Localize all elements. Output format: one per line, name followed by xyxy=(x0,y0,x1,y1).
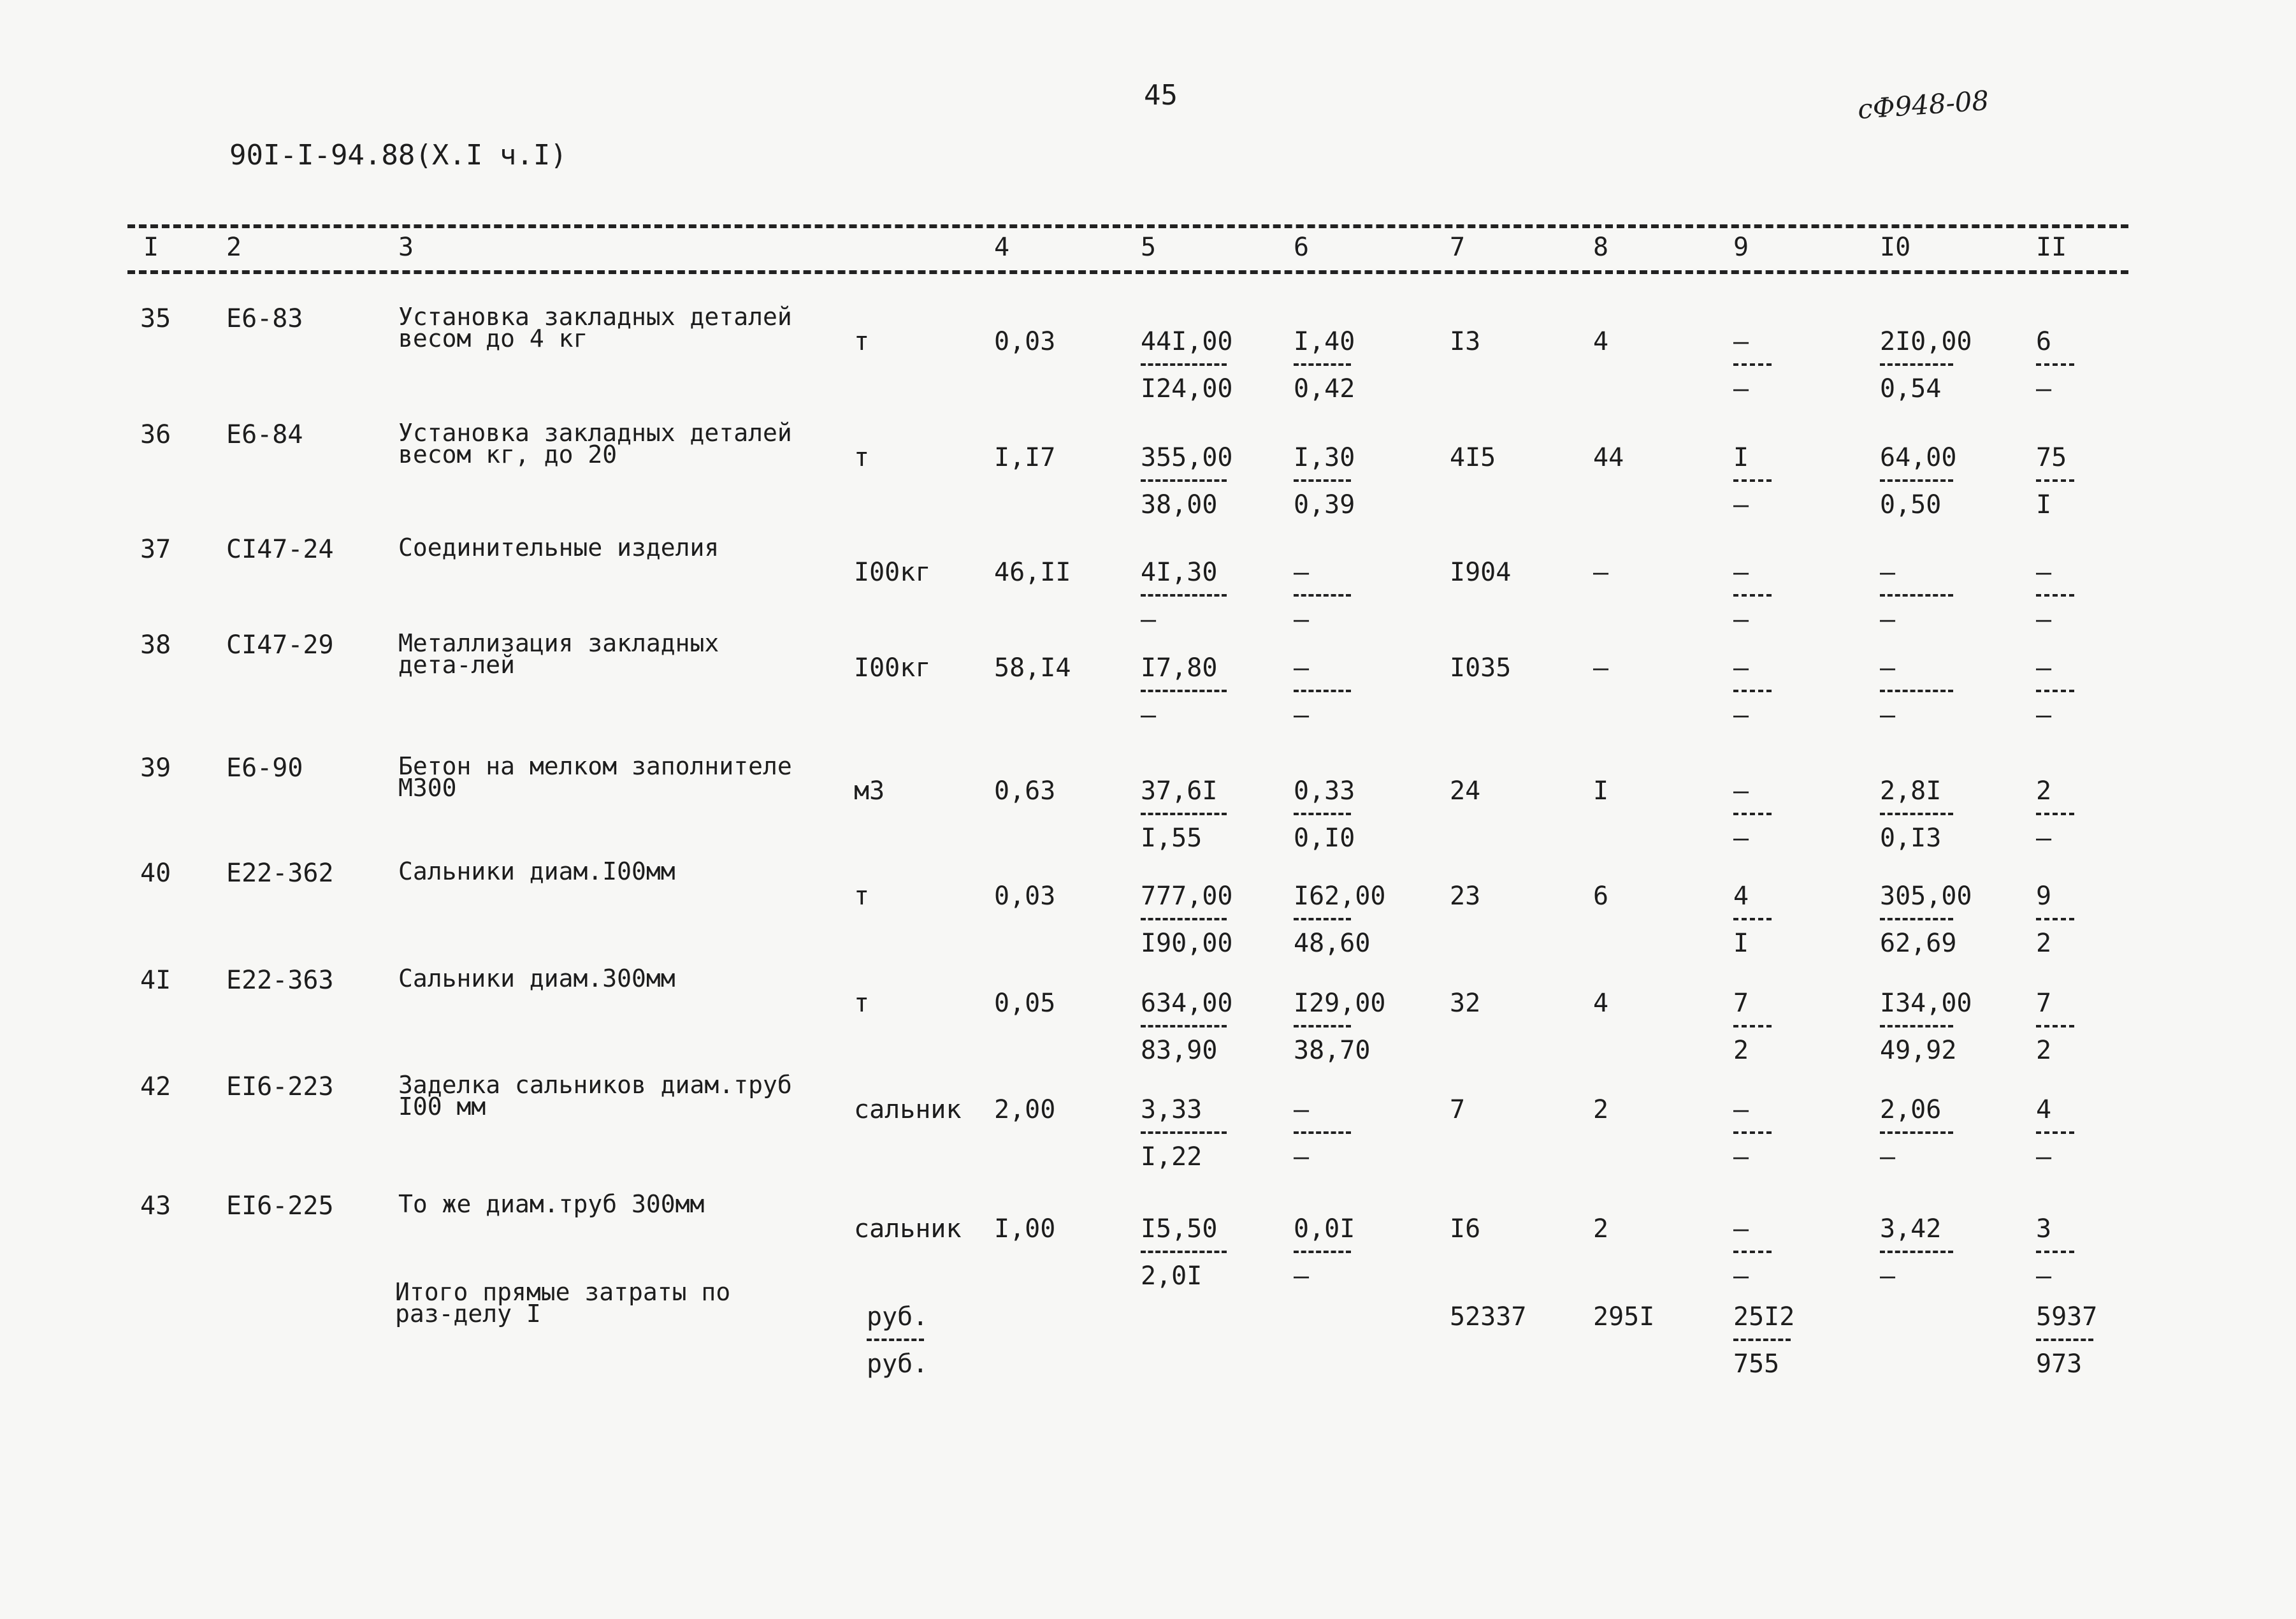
labor-cost-denominator: 38,70 xyxy=(1294,1036,1371,1065)
labor-cost-numerator: I29,00 xyxy=(1294,989,1386,1018)
quantity: I,I7 xyxy=(994,443,1056,472)
fraction-bar xyxy=(1733,1025,1772,1027)
fraction-bar xyxy=(1880,1131,1953,1134)
row-number: 4I xyxy=(140,966,171,995)
work-description: Сальники диам.300мм xyxy=(398,964,675,992)
handwritten-stamp: сФ948-08 xyxy=(1856,84,1990,126)
wages: I xyxy=(1593,776,1609,806)
total-cost: 24 xyxy=(1450,776,1481,806)
fraction-bar xyxy=(1880,813,1953,815)
labor-cost-denominator: – xyxy=(1294,1142,1310,1172)
unit-cost xyxy=(1141,329,1233,402)
machine-cost-denominator: – xyxy=(1733,1142,1749,1172)
machine-cost xyxy=(1733,445,1772,518)
total-cost: 32 xyxy=(1450,989,1481,1018)
quantity: 0,03 xyxy=(994,882,1056,911)
page-number: 45 xyxy=(1144,79,1178,112)
labor-cost-numerator: I62,00 xyxy=(1294,882,1386,911)
unit-cost-denominator: I,22 xyxy=(1141,1142,1202,1172)
fraction-bar xyxy=(1294,594,1351,597)
header-top-rule xyxy=(127,224,2128,228)
labor-hours-unit xyxy=(1880,883,1972,956)
labor-hours-unit-denominator: – xyxy=(1880,701,1896,730)
labor-hours-total-denominator: – xyxy=(2036,605,2052,634)
unit-cost xyxy=(1141,1216,1227,1289)
fraction-bar xyxy=(1294,363,1351,366)
machine-cost-numerator: 7 xyxy=(1733,989,1749,1018)
labor-hours-unit xyxy=(1880,778,1953,851)
row-number: 39 xyxy=(140,753,171,783)
unit-of-measure: сальник xyxy=(854,1214,962,1244)
labor-hours-unit-numerator: 305,00 xyxy=(1880,882,1972,911)
column-header: 3 xyxy=(398,233,414,262)
labor-hours-total-denominator: 2 xyxy=(2036,929,2052,958)
unit-of-measure: т xyxy=(854,989,870,1018)
machine-cost-denominator: I xyxy=(1733,929,1749,958)
machine-cost-numerator: – xyxy=(1733,653,1749,683)
labor-cost-numerator: – xyxy=(1294,558,1310,587)
fraction-bar xyxy=(1294,813,1351,815)
rate-code: ЕI6-225 xyxy=(226,1191,334,1221)
unit-cost-numerator: I5,50 xyxy=(1141,1214,1218,1244)
rate-code: Е6-90 xyxy=(226,753,303,783)
machine-cost-numerator: – xyxy=(1733,1214,1749,1244)
column-header: 2 xyxy=(226,233,242,262)
fraction-bar xyxy=(1294,479,1351,482)
row-number: 36 xyxy=(140,420,171,449)
rate-code: ЕI6-223 xyxy=(226,1072,334,1101)
machine-cost-numerator: – xyxy=(1733,558,1749,587)
labor-cost xyxy=(1294,1097,1351,1170)
unit-cost-denominator: 2,0I xyxy=(1141,1261,1202,1291)
labor-hours-total-denominator: 2 xyxy=(2036,1036,2052,1065)
labor-hours-total-numerator: 7 xyxy=(2036,989,2052,1018)
labor-hours-unit xyxy=(1880,1216,1953,1289)
total-unit-denominator: руб. xyxy=(867,1349,928,1379)
machine-cost xyxy=(1733,329,1772,402)
labor-hours-total-denominator: I xyxy=(2036,490,2052,519)
labor-cost xyxy=(1294,883,1386,956)
fraction-bar xyxy=(2036,594,2074,597)
total-cost: I6 xyxy=(1450,1214,1481,1244)
machine-cost-denominator: 2 xyxy=(1733,1036,1749,1065)
unit-cost xyxy=(1141,655,1227,728)
labor-hours-total xyxy=(2036,883,2074,956)
fraction-bar xyxy=(1880,363,1953,366)
labor-hours-total xyxy=(2036,1097,2074,1170)
work-description: Соединительные изделия xyxy=(398,534,719,562)
total-machine-cost xyxy=(1733,1304,1794,1377)
work-description: Установка закладных деталей весом кг, до 20 xyxy=(398,419,792,468)
work-description: То же диам.труб 300мм xyxy=(398,1190,705,1218)
quantity: 46,II xyxy=(994,558,1071,587)
labor-hours-unit-numerator: 64,00 xyxy=(1880,443,1957,472)
fraction-bar xyxy=(1141,594,1227,597)
quantity: 58,I4 xyxy=(994,653,1071,683)
unit-cost-denominator: 83,90 xyxy=(1141,1036,1218,1065)
row-number: 42 xyxy=(140,1072,171,1101)
rate-code: СI47-29 xyxy=(226,630,334,660)
machine-cost-numerator: – xyxy=(1733,776,1749,806)
fraction-bar xyxy=(1733,813,1772,815)
quantity: 0,05 xyxy=(994,989,1056,1018)
wages: 4 xyxy=(1593,989,1609,1018)
labor-cost-numerator: 0,0I xyxy=(1294,1214,1355,1244)
labor-hours-total-denominator: – xyxy=(2036,824,2052,853)
unit-cost xyxy=(1141,445,1233,518)
labor-hours-total xyxy=(2036,445,2074,518)
total-labor-hours xyxy=(2036,1304,2097,1377)
labor-hours-unit-numerator: 2,06 xyxy=(1880,1095,1942,1124)
wages: – xyxy=(1593,653,1609,683)
total-machine-cost-numerator: 25I2 xyxy=(1733,1302,1795,1332)
fraction-bar xyxy=(1880,690,1953,692)
labor-cost xyxy=(1294,655,1351,728)
labor-cost-denominator: – xyxy=(1294,605,1310,634)
unit-cost-numerator: 4I,30 xyxy=(1141,558,1218,587)
total-cost: 4I5 xyxy=(1450,443,1496,472)
labor-hours-total-numerator: 9 xyxy=(2036,882,2052,911)
machine-cost-numerator: I xyxy=(1733,443,1749,472)
fraction-bar xyxy=(1141,1251,1227,1253)
labor-hours-total xyxy=(2036,655,2074,728)
fraction-bar xyxy=(1294,918,1351,920)
unit-cost-denominator: – xyxy=(1141,701,1157,730)
fraction-bar xyxy=(2036,1131,2074,1134)
fraction-bar xyxy=(1733,1131,1772,1134)
machine-cost-denominator: – xyxy=(1733,1261,1749,1291)
unit-cost xyxy=(1141,560,1227,632)
unit-cost-numerator: 44I,00 xyxy=(1141,327,1233,356)
unit-cost-denominator: I,55 xyxy=(1141,824,1202,853)
row-number: 40 xyxy=(140,859,171,888)
wages: 2 xyxy=(1593,1214,1609,1244)
labor-hours-total-denominator: – xyxy=(2036,701,2052,730)
rate-code: СI47-24 xyxy=(226,535,334,564)
unit-of-measure: сальник xyxy=(854,1095,962,1124)
machine-cost xyxy=(1733,883,1772,956)
rate-code: Е6-84 xyxy=(226,420,303,449)
unit-cost-denominator: I24,00 xyxy=(1141,374,1233,403)
labor-cost-numerator: – xyxy=(1294,653,1310,683)
labor-hours-total-numerator: 6 xyxy=(2036,327,2052,356)
labor-cost-denominator: 0,I0 xyxy=(1294,824,1355,853)
labor-cost xyxy=(1294,445,1355,518)
column-header: 9 xyxy=(1733,233,1749,262)
machine-cost-numerator: 4 xyxy=(1733,882,1749,911)
fraction-bar xyxy=(1294,1251,1351,1253)
labor-cost xyxy=(1294,329,1355,402)
column-header: 4 xyxy=(994,233,1010,262)
quantity: 2,00 xyxy=(994,1095,1056,1124)
fraction-bar xyxy=(1733,1339,1791,1341)
total-labor-hours-numerator: 5937 xyxy=(2036,1302,2098,1332)
labor-hours-total xyxy=(2036,991,2074,1063)
total-wages-sum: 295I xyxy=(1593,1302,1655,1332)
row-number: 43 xyxy=(140,1191,171,1221)
work-description: Металлизация закладных дета-лей xyxy=(398,629,719,679)
labor-hours-total-denominator: – xyxy=(2036,1142,2052,1172)
labor-hours-unit-denominator: 0,54 xyxy=(1880,374,1942,403)
labor-cost-denominator: – xyxy=(1294,1261,1310,1291)
labor-cost-numerator: 0,33 xyxy=(1294,776,1355,806)
unit-of-measure: т xyxy=(854,882,870,911)
total-cost: I035 xyxy=(1450,653,1512,683)
quantity: 0,03 xyxy=(994,327,1056,356)
unit-of-measure: I00кг xyxy=(854,558,931,587)
machine-cost-denominator: – xyxy=(1733,701,1749,730)
row-number: 35 xyxy=(140,304,171,333)
fraction-bar xyxy=(2036,1339,2093,1341)
unit-cost xyxy=(1141,778,1227,851)
unit-cost xyxy=(1141,1097,1227,1170)
labor-hours-unit-denominator: 0,I3 xyxy=(1880,824,1942,853)
labor-hours-unit-numerator: I34,00 xyxy=(1880,989,1972,1018)
labor-cost xyxy=(1294,991,1386,1063)
fraction-bar xyxy=(1294,1131,1351,1134)
unit-cost-numerator: I7,80 xyxy=(1141,653,1218,683)
fraction-bar xyxy=(2036,813,2074,815)
fraction-bar xyxy=(1880,594,1953,597)
work-description: Бетон на мелком заполнителе М300 xyxy=(398,752,792,802)
labor-hours-total-numerator: 3 xyxy=(2036,1214,2052,1244)
fraction-bar xyxy=(1733,363,1772,366)
labor-hours-unit xyxy=(1880,991,1972,1063)
column-header: 6 xyxy=(1294,233,1310,262)
labor-cost xyxy=(1294,778,1355,851)
fraction-bar xyxy=(2036,363,2074,366)
total-cost-sum: 52337 xyxy=(1450,1302,1527,1332)
unit-cost-numerator: 37,6I xyxy=(1141,776,1218,806)
total-cost: I3 xyxy=(1450,327,1481,356)
labor-hours-total xyxy=(2036,1216,2074,1289)
unit-cost xyxy=(1141,991,1233,1063)
total-labor-hours-denominator: 973 xyxy=(2036,1349,2083,1379)
labor-hours-total-numerator: – xyxy=(2036,653,2052,683)
fraction-bar xyxy=(1733,918,1772,920)
labor-hours-unit-denominator: 62,69 xyxy=(1880,929,1957,958)
machine-cost xyxy=(1733,1097,1772,1170)
machine-cost-numerator: – xyxy=(1733,327,1749,356)
labor-cost-denominator: 0,42 xyxy=(1294,374,1355,403)
total-cost: 23 xyxy=(1450,882,1481,911)
labor-hours-total xyxy=(2036,329,2074,402)
fraction-bar xyxy=(2036,918,2074,920)
machine-cost-denominator: – xyxy=(1733,824,1749,853)
machine-cost-numerator: – xyxy=(1733,1095,1749,1124)
fraction-bar xyxy=(1141,363,1227,366)
labor-hours-unit xyxy=(1880,329,1972,402)
total-unit xyxy=(867,1304,928,1377)
column-header: 8 xyxy=(1593,233,1609,262)
unit-cost-denominator: – xyxy=(1141,605,1157,634)
unit-of-measure: I00кг xyxy=(854,653,931,683)
fraction-bar xyxy=(1733,1251,1772,1253)
unit-of-measure: т xyxy=(854,327,870,356)
fraction-bar xyxy=(1733,479,1772,482)
fraction-bar xyxy=(2036,479,2074,482)
labor-hours-unit-denominator: 0,50 xyxy=(1880,490,1942,519)
fraction-bar xyxy=(1141,479,1227,482)
labor-cost-numerator: I,40 xyxy=(1294,327,1355,356)
fraction-bar xyxy=(1294,690,1351,692)
machine-cost-denominator: – xyxy=(1733,605,1749,634)
row-number: 37 xyxy=(140,535,171,564)
labor-cost xyxy=(1294,1216,1355,1289)
labor-hours-unit-denominator: 49,92 xyxy=(1880,1036,1957,1065)
unit-of-measure: т xyxy=(854,443,870,472)
wages: 44 xyxy=(1593,443,1624,472)
rate-code: Е22-363 xyxy=(226,966,334,995)
labor-hours-unit-denominator: – xyxy=(1880,1142,1896,1172)
fraction-bar xyxy=(2036,690,2074,692)
rate-code: Е22-362 xyxy=(226,859,334,888)
labor-hours-unit-numerator: – xyxy=(1880,653,1896,683)
labor-cost-numerator: I,30 xyxy=(1294,443,1355,472)
unit-of-measure: м3 xyxy=(854,776,885,806)
labor-hours-unit-numerator: – xyxy=(1880,558,1896,587)
machine-cost-denominator: – xyxy=(1733,374,1749,403)
labor-hours-unit xyxy=(1880,560,1953,632)
fraction-bar xyxy=(1141,918,1227,920)
labor-hours-total xyxy=(2036,560,2074,632)
labor-hours-total xyxy=(2036,778,2074,851)
machine-cost xyxy=(1733,991,1772,1063)
machine-cost-denominator: – xyxy=(1733,490,1749,519)
wages: 4 xyxy=(1593,327,1609,356)
labor-hours-unit-denominator: – xyxy=(1880,605,1896,634)
fraction-bar xyxy=(2036,1251,2074,1253)
labor-hours-total-numerator: – xyxy=(2036,558,2052,587)
fraction-bar xyxy=(1733,690,1772,692)
labor-hours-unit xyxy=(1880,1097,1953,1170)
wages: 2 xyxy=(1593,1095,1609,1124)
fraction-bar xyxy=(1880,918,1953,920)
fraction-bar xyxy=(1733,594,1772,597)
work-description: Заделка сальников диам.труб I00 мм xyxy=(398,1071,792,1121)
quantity: 0,63 xyxy=(994,776,1056,806)
fraction-bar xyxy=(1141,1131,1227,1134)
wages: – xyxy=(1593,558,1609,587)
column-header: 7 xyxy=(1450,233,1466,262)
document-code: 90I-I-94.88(X.I ч.I) xyxy=(229,139,567,171)
labor-hours-unit-numerator: 2,8I xyxy=(1880,776,1942,806)
fraction-bar xyxy=(1141,690,1227,692)
unit-cost-denominator: I90,00 xyxy=(1141,929,1233,958)
header-bottom-rule xyxy=(127,270,2128,274)
rate-code: Е6-83 xyxy=(226,304,303,333)
fraction-bar xyxy=(1880,1025,1953,1027)
labor-hours-unit-numerator: 3,42 xyxy=(1880,1214,1942,1244)
quantity: I,00 xyxy=(994,1214,1056,1244)
column-header: I0 xyxy=(1880,233,1911,262)
fraction-bar xyxy=(1294,1025,1351,1027)
labor-hours-total-numerator: 75 xyxy=(2036,443,2067,472)
labor-hours-unit xyxy=(1880,445,1956,518)
total-unit-numerator: руб. xyxy=(867,1302,928,1332)
labor-hours-total-numerator: 4 xyxy=(2036,1095,2052,1124)
unit-cost-numerator: 777,00 xyxy=(1141,882,1233,911)
fraction-bar xyxy=(1141,1025,1227,1027)
labor-hours-total-denominator: – xyxy=(2036,1261,2052,1291)
labor-hours-total-numerator: 2 xyxy=(2036,776,2052,806)
work-description: Установка закладных деталей весом до 4 кг xyxy=(398,303,792,352)
column-header: 5 xyxy=(1141,233,1157,262)
unit-cost-numerator: 355,00 xyxy=(1141,443,1233,472)
labor-hours-unit-denominator: – xyxy=(1880,1261,1896,1291)
total-label: Итого прямые затраты по раз-делу I xyxy=(395,1278,731,1328)
labor-hours-total-denominator: – xyxy=(2036,374,2052,403)
machine-cost xyxy=(1733,560,1772,632)
total-cost: I904 xyxy=(1450,558,1512,587)
fraction-bar xyxy=(2036,1025,2074,1027)
labor-cost xyxy=(1294,560,1351,632)
fraction-bar xyxy=(1880,479,1953,482)
labor-hours-unit xyxy=(1880,655,1953,728)
unit-cost-numerator: 634,00 xyxy=(1141,989,1233,1018)
machine-cost xyxy=(1733,778,1772,851)
column-header: II xyxy=(2036,233,2067,262)
fraction-bar xyxy=(1880,1251,1953,1253)
total-cost: 7 xyxy=(1450,1095,1466,1124)
row-number: 38 xyxy=(140,630,171,660)
column-header: I xyxy=(143,233,159,262)
labor-cost-numerator: – xyxy=(1294,1095,1310,1124)
labor-cost-denominator: 0,39 xyxy=(1294,490,1355,519)
labor-cost-denominator: 48,60 xyxy=(1294,929,1371,958)
fraction-bar xyxy=(1141,813,1227,815)
total-machine-cost-denominator: 755 xyxy=(1733,1349,1780,1379)
work-description: Сальники диам.I00мм xyxy=(398,857,675,885)
machine-cost xyxy=(1733,1216,1772,1289)
unit-cost-numerator: 3,33 xyxy=(1141,1095,1202,1124)
unit-cost xyxy=(1141,883,1233,956)
fraction-bar xyxy=(867,1339,924,1341)
wages: 6 xyxy=(1593,882,1609,911)
unit-cost-denominator: 38,00 xyxy=(1141,490,1218,519)
machine-cost xyxy=(1733,655,1772,728)
labor-cost-denominator: – xyxy=(1294,701,1310,730)
labor-hours-unit-numerator: 2I0,00 xyxy=(1880,327,1972,356)
